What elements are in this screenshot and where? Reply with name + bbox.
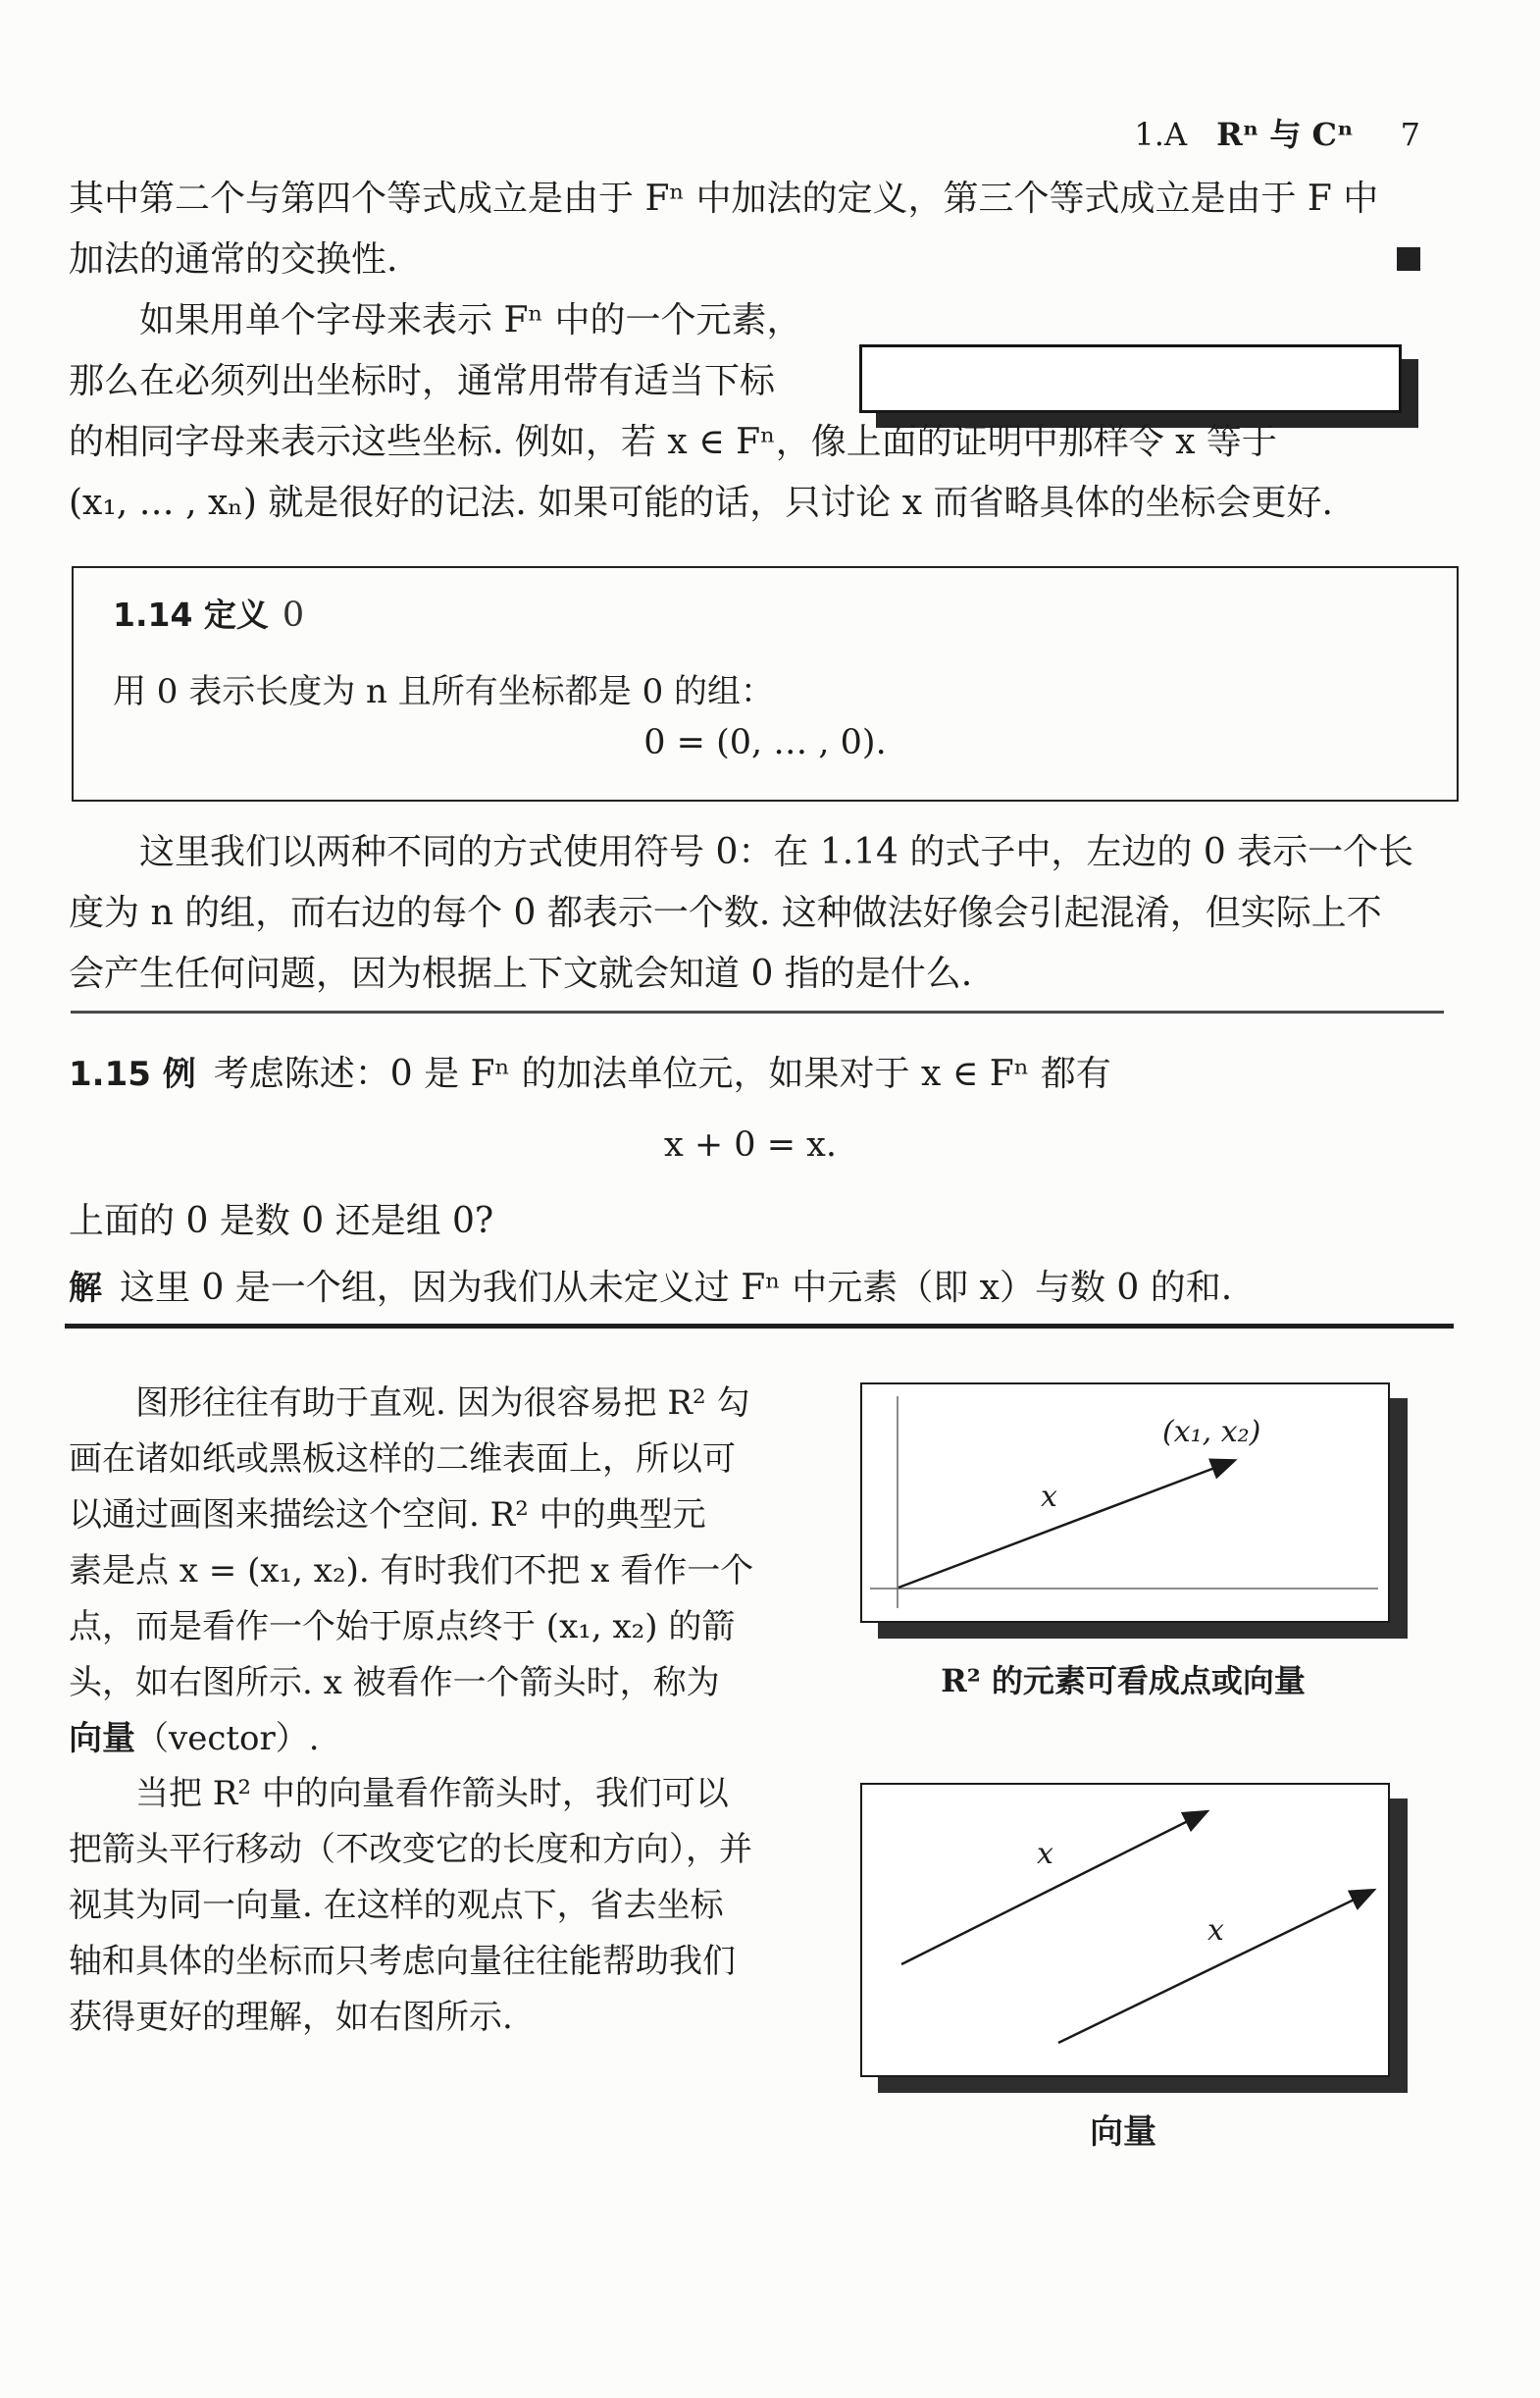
header-chapter-title: Rⁿ 与 Cⁿ [1216,116,1354,153]
figure-canvas [862,1384,1388,1621]
qed-square-icon [1397,247,1420,271]
vector-term-tail: （vector）. [135,1719,320,1758]
point-coordinates-label: (x₁, x₂) [1162,1415,1261,1449]
example-intro: 考虑陈述：0 是 Fⁿ 的加法单位元，如果对于 x ∈ Fⁿ 都有 [213,1054,1111,1094]
text-line: 素是点 x = (x₁, x₂). 有时我们不把 x 看作一个 [69,1551,754,1590]
text-line: 度为 n 的组，而右边的每个 0 都表示一个数. 这种做法好像会引起混淆，但实际上不 [69,893,1382,933]
definition-formula: 0 = (0, … , 0). [643,723,887,762]
section-divider-thin [71,1011,1444,1014]
definition-label: 1.14 定义 [113,596,269,634]
figure-2-caption: 向量 [1090,2112,1156,2152]
text-line: 那么在必须列出坐标时，通常用带有适当下标 [69,361,776,401]
header-page-number: 7 [1400,116,1420,153]
vector-label: x [1041,1480,1057,1514]
example-heading [69,1044,1432,1105]
text-line: 以通过画图来描绘这个空间. R² 中的典型元 [69,1495,706,1535]
running-header [69,110,1420,155]
text-line: 头，如右图所示. x 被看作一个箭头时，称为 [69,1663,720,1702]
text-line: 点，而是看作一个始于原点终于 (x₁, x₂) 的箭 [69,1607,736,1646]
paragraph-proof-end [69,169,1432,290]
text-line: 如果用单个字母来表示 Fⁿ 中的一个元素， [139,300,802,340]
text-line: (x₁, … , xₙ) 就是很好的记法. 如果可能的话，只讨论 x 而省略具体的坐标会更好. [69,483,1333,523]
definition-title [113,590,304,636]
example-question: 上面的 0 是数 0 还是组 0? [69,1201,494,1241]
section-divider-thick [65,1324,1454,1329]
vector-arrow-a [901,1812,1206,1964]
solution-label: 解 [69,1269,102,1308]
header-section-number: 1.A [1134,116,1188,153]
text-line: 把箭头平行移动（不改变它的长度和方向），并 [69,1830,752,1869]
paragraph-zero-usage [69,822,1432,1005]
text-line [69,1711,853,1767]
example-solution [69,1258,1432,1319]
text-line: 这里我们以两种不同的方式使用符号 0：在 1.14 的式子中，左边的 0 表示一个长 [139,832,1414,872]
figure-translated-vectors [860,1783,1390,2077]
text-line: 会产生任何问题，因为根据上下文就会知道 0 指的是什么. [69,954,973,994]
definition-body: 用 0 表示长度为 n 且所有坐标都是 0 的组： [113,672,775,711]
text-line: 获得更好的理解，如右图所示. [69,1998,513,2037]
definition-box [72,566,1459,802]
paragraph-graphical-intuition [69,1376,853,1767]
vector-arrow [898,1461,1233,1588]
text-line: 其中第二个与第四个等式成立是由于 Fⁿ 中加法的定义，第三个等式成立是由于 F 中 [69,179,1379,219]
vector-label-b: x [1207,1913,1224,1948]
paragraph-notation [69,290,1432,534]
paragraph-parallel-arrows [69,1766,853,2046]
text-line-content: 加法的通常的交换性. [69,239,398,280]
figure-1-caption: R² 的元素可看成点或向量 [941,1662,1306,1699]
text-line: 图形往往有助于直观. 因为很容易把 R² 勾 [135,1383,750,1423]
figure-point-or-vector [860,1382,1390,1623]
definition-term: 0 [282,596,305,635]
text-line [69,230,1432,290]
example-formula: x + 0 = x. [663,1125,838,1165]
vector-label-a: x [1037,1837,1053,1871]
solution-text: 这里 0 是一个组，因为我们从未定义过 Fⁿ 中元素（即 x）与数 0 的和. [120,1268,1233,1308]
text-line: 画在诸如纸或黑板这样的二维表面上，所以可 [69,1439,736,1479]
vector-term: 向量 [69,1719,135,1758]
text-line: 当把 R² 中的向量看作箭头时，我们可以 [135,1774,729,1813]
example-label: 1.15 例 [69,1055,196,1094]
text-line: 轴和具体的坐标而只考虑向量往往能帮助我们 [69,1942,736,1981]
text-line: 的相同字母来表示这些坐标. 例如，若 x ∈ Fⁿ，像上面的证明中那样令 x 等于 [69,422,1277,462]
figure-canvas [862,1785,1388,2075]
text-line: 视其为同一向量. 在这样的观点下，省去坐标 [69,1886,724,1925]
